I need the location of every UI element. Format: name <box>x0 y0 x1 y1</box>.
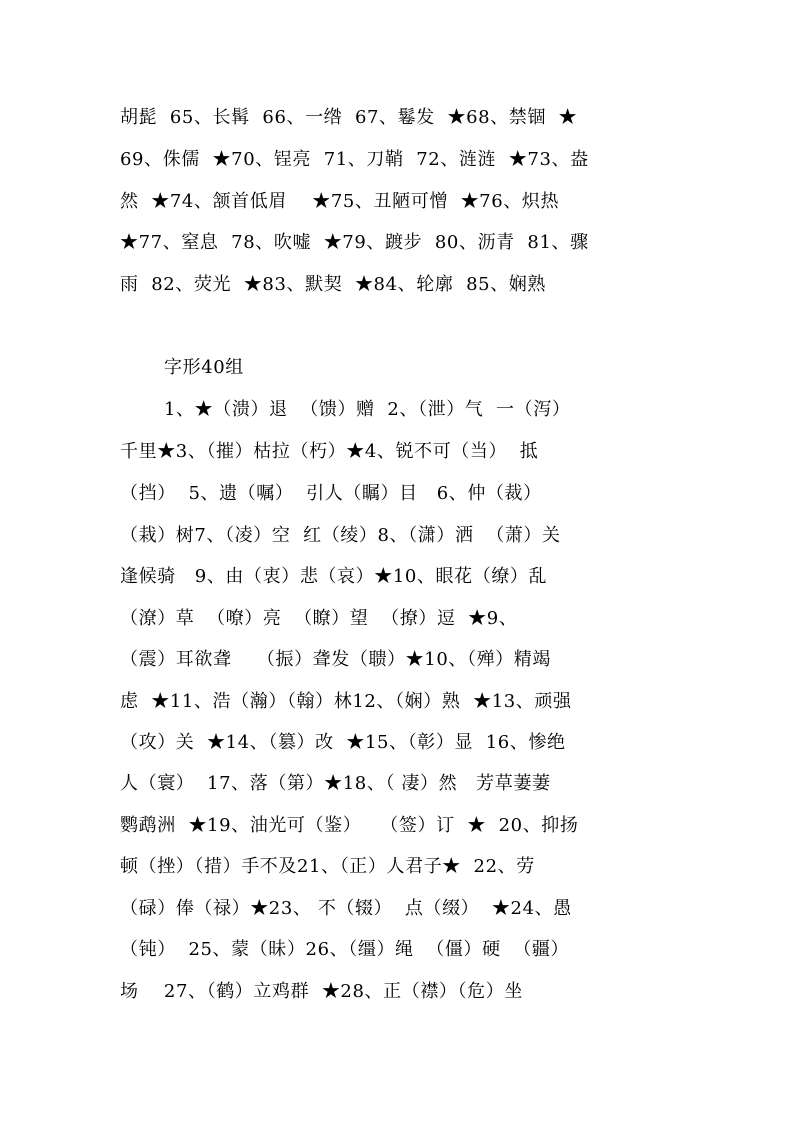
section-heading: 字形40组 <box>164 357 244 378</box>
glyph-line-6: （潦）草 （嘹）亮 （瞭）望 （撩）逗 ★9、 <box>120 608 518 629</box>
vocab-line-1: 胡髭 65、长髯 66、一绺 67、鬈发 ★68、禁锢 ★ <box>120 107 578 128</box>
glyph-line-15: 场 27、（鹤）立鸡群 ★28、正（襟）（危）坐 <box>120 981 523 1002</box>
vocab-line-3: 然 ★74、颔首低眉 ★75、丑陋可憎 ★76、炽热 <box>120 191 560 212</box>
vocab-line-2: 69、侏儒 ★70、锃亮 71、刀鞘 72、涟涟 ★73、盎 <box>120 149 589 170</box>
glyph-line-11: 鹦鹉洲 ★19、油光可（鉴） （签）订 ★ 20、抑扬 <box>120 815 579 836</box>
glyph-line-12: 顿（挫）（措）手不及21、（正）人君子★ 22、劳 <box>120 856 535 877</box>
glyph-line-14: （钝） 25、蒙（昧）26、（缰）绳 （僵）硬 （疆） <box>120 939 570 960</box>
glyph-line-9: （攻）关 ★14、（篡）改 ★15、（彰）显 16、惨绝 <box>120 732 566 753</box>
glyph-line-8: 虑 ★11、浩（瀚）（翰）林12、（娴）熟 ★13、顽强 <box>120 691 572 712</box>
glyph-line-3: （挡） 5、遗（嘱） 引人（瞩）目 6、仲（裁） <box>120 483 542 504</box>
glyph-line-10: 人（寰） 17、落（第）★18、（ 凄）然 芳草萋萋 <box>120 773 551 794</box>
vocab-line-5: 雨 82、荧光 ★83、默契 ★84、轮廓 85、娴熟 <box>120 274 546 295</box>
glyph-line-4: （栽）树7、（凌）空 红（绫）8、（潇）洒 （萧）关 <box>120 525 561 546</box>
glyph-line-2: 千里★3、（摧）枯拉（朽）★4、锐不可（当） 抵 <box>120 441 539 462</box>
glyph-line-5: 逢候骑 9、由（衷）悲（哀）★10、眼花（缭）乱 <box>120 566 548 587</box>
glyph-line-1: 1、★（溃）退 （馈）赠 2、（泄）气 一（泻） <box>164 399 571 420</box>
glyph-line-7: （震）耳欲聋 （振）聋发（聩）★10、（殚）精竭 <box>120 649 551 670</box>
glyph-line-13: （碌）俸（禄）★23、 不（辍） 点（缀） ★24、愚 <box>120 898 572 919</box>
vocab-line-4: ★77、窒息 78、吹嘘 ★79、踱步 80、沥青 81、骤 <box>120 232 589 253</box>
